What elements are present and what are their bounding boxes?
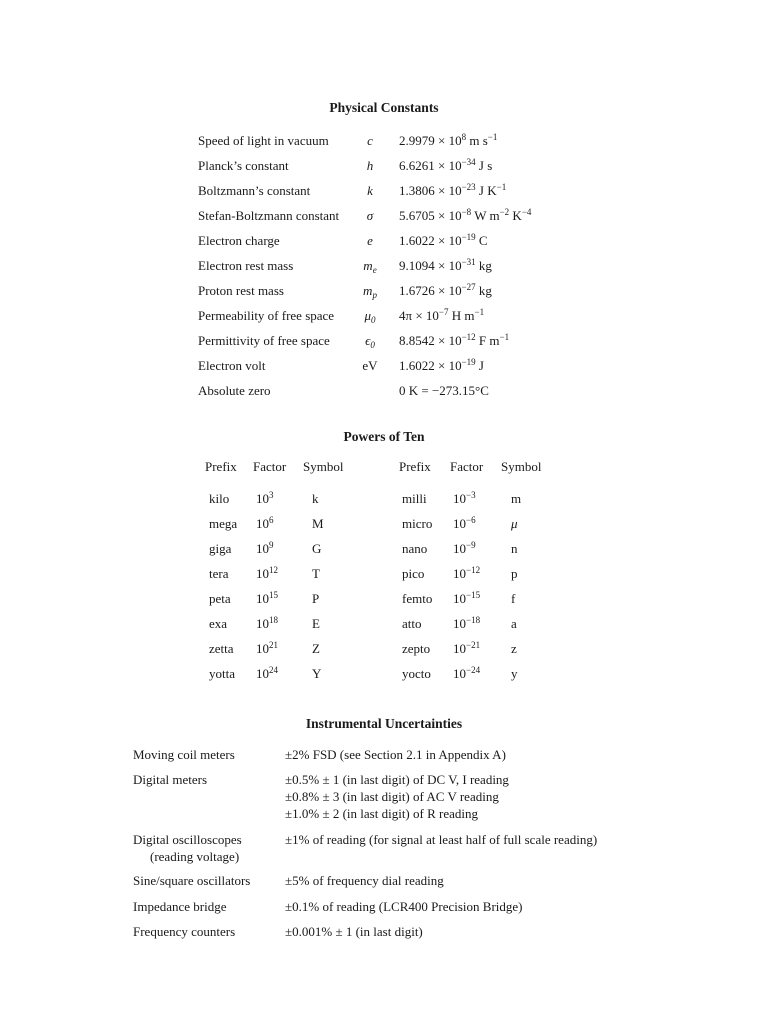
prefix-factor: $10^{-9}$ <box>453 540 476 556</box>
constant-symbol <box>360 182 380 200</box>
prefix-symbol: μ <box>511 516 518 531</box>
factor-exponent: −18 <box>466 615 481 625</box>
instrument-name-line: Moving coil meters <box>133 747 235 762</box>
constant-value: $1.6022 \times 10^{-19}$ C <box>399 232 488 248</box>
symbol-letter: e <box>367 233 373 248</box>
prefix-name: giga <box>209 541 232 556</box>
constant-symbol <box>360 257 380 275</box>
constant-row <box>0 232 768 250</box>
instrument-name-line: (reading voltage) <box>150 849 240 864</box>
factor-exponent: 21 <box>269 640 278 650</box>
symbol-letter: ϵ <box>365 333 371 348</box>
instrument-name <box>133 872 250 889</box>
prefix-name: micro <box>402 516 433 531</box>
value-exponent: −8 <box>461 207 472 217</box>
header-symbol-left: Symbol <box>303 459 344 474</box>
value-unit: H m <box>451 308 475 323</box>
prefix-name: tera <box>209 566 229 581</box>
value-mantissa: 1.6022 <box>399 233 435 248</box>
prefix-factor: $10^{12}$ <box>256 565 278 581</box>
symbol-letter: h <box>366 158 374 173</box>
constant-row <box>0 282 768 300</box>
constant-name: Absolute zero <box>198 383 271 398</box>
prefix-factor: $10^{-6}$ <box>453 515 476 531</box>
symbol-letter: k <box>367 183 373 198</box>
instrument-name-line: Frequency counters <box>133 924 236 939</box>
factor-exponent: −3 <box>466 490 476 500</box>
prefix-symbol: G <box>312 541 322 556</box>
powers-of-ten-row <box>0 590 768 608</box>
value-exponent: −12 <box>461 332 476 342</box>
constant-value: $8.8542 \times 10^{-12}$ F $m^{-1}$ <box>399 332 510 348</box>
prefix-factor: $10^{-24}$ <box>453 665 481 681</box>
constant-row <box>0 182 768 200</box>
constant-name: Permittivity of free space <box>198 333 330 348</box>
constant-symbol <box>360 332 380 350</box>
uncertainty-description <box>285 771 509 822</box>
constant-symbol <box>360 307 380 325</box>
header-symbol-right: Symbol <box>501 459 542 474</box>
uncertainty-description <box>285 831 597 848</box>
uncertainty-description <box>285 923 423 940</box>
uncertainty-line: ±0.5% ± 1 (in last digit) of DC V, I reading <box>285 772 509 787</box>
symbol-letter: eV <box>362 358 378 373</box>
powers-of-ten-row <box>0 665 768 683</box>
prefix-symbol: n <box>511 541 518 556</box>
prefix-symbol: M <box>312 516 324 531</box>
factor-exponent: 3 <box>269 490 274 500</box>
constant-row <box>0 257 768 275</box>
uncertainty-line: ±1% of reading (for signal at least half of full scale reading) <box>285 832 598 847</box>
value-unit: kg <box>478 258 492 273</box>
constant-value: $6.6261 \times 10^{-34}$ J s <box>399 157 493 173</box>
constant-value: $4\pi \times 10^{-7}$ H $m^{-1}$ <box>399 307 485 323</box>
factor-exponent: −24 <box>466 665 481 675</box>
constant-symbol <box>360 232 380 250</box>
unit-2-exponent: −4 <box>521 207 532 217</box>
constant-symbol <box>360 282 380 300</box>
value-exponent: 8 <box>461 132 467 142</box>
value-exponent: −7 <box>438 307 449 317</box>
factor-exponent: −9 <box>466 540 476 550</box>
prefix-name: femto <box>402 591 433 606</box>
constant-symbol <box>360 357 380 375</box>
value-unit: W m <box>474 208 500 223</box>
powers-of-ten-row <box>0 490 768 508</box>
prefix-factor: $10^{-3}$ <box>453 490 476 506</box>
prefix-factor: $10^{-12}$ <box>453 565 481 581</box>
prefix-symbol: Y <box>312 666 322 681</box>
prefix-factor: $10^{-15}$ <box>453 590 481 606</box>
value-mantissa: 5.6705 <box>399 208 435 223</box>
factor-exponent: 9 <box>269 540 274 550</box>
prefix-symbol: E <box>312 616 320 631</box>
powers-of-ten-row <box>0 540 768 558</box>
value-exponent: −19 <box>461 357 476 367</box>
uncertainty-line: ±0.001% ± 1 (in last digit) <box>285 924 423 939</box>
value-text: 0 K = −273.15°C <box>399 383 489 398</box>
prefix-name: zepto <box>402 641 431 656</box>
constant-row <box>0 307 768 325</box>
constant-value: $2.9979 \times 10^8$ m $s^{-1}$ <box>399 132 498 148</box>
prefix-name: zetta <box>209 641 234 656</box>
constant-name: Boltzmann’s constant <box>198 183 311 198</box>
instrument-name-line: Digital meters <box>133 772 208 787</box>
value-mantissa: 1.3806 <box>399 183 435 198</box>
powers-of-ten-title: Powers of Ten <box>343 429 425 444</box>
value-unit: kg <box>478 283 492 298</box>
prefix-symbol: f <box>511 591 516 606</box>
constant-name: Permeability of free space <box>198 308 335 323</box>
prefix-name: exa <box>209 616 228 631</box>
symbol-subscript: 0 <box>370 340 375 350</box>
instrument-name <box>133 771 207 788</box>
value-mantissa: 6.6261 <box>399 158 435 173</box>
uncertainty-line: ±1.0% ± 2 (in last digit) of R reading <box>285 806 478 821</box>
header-prefix-left: Prefix <box>205 459 237 474</box>
prefix-name: pico <box>402 566 425 581</box>
factor-exponent: 24 <box>269 665 278 675</box>
constant-value <box>399 382 489 400</box>
powers-of-ten-header-row <box>0 458 768 476</box>
prefix-symbol: z <box>511 641 517 656</box>
instrument-name <box>133 898 226 915</box>
value-mantissa: 4π <box>399 308 413 323</box>
value-mantissa: 1.6022 <box>399 358 435 373</box>
constant-value: $9.1094 \times 10^{-31}$ kg <box>399 257 492 273</box>
value-mantissa: 1.6726 <box>399 283 435 298</box>
instrumental-uncertainties-title: Instrumental Uncertainties <box>305 716 463 731</box>
constant-symbol <box>360 157 380 175</box>
constant-name: Planck’s constant <box>198 158 289 173</box>
uncertainty-line: ±0.1% of reading (LCR400 Precision Bridge) <box>285 899 523 914</box>
constant-symbol <box>360 207 380 225</box>
factor-exponent: −12 <box>466 565 481 575</box>
uncertainty-line: ±2% FSD (see Section 2.1 in Appendix A) <box>285 747 506 762</box>
prefix-factor: $10^{15}$ <box>256 590 278 606</box>
prefix-symbol: m <box>511 491 522 506</box>
prefix-factor: $10^{18}$ <box>256 615 278 631</box>
value-unit: J <box>478 358 484 373</box>
constant-name: Electron rest mass <box>198 258 294 273</box>
powers-of-ten-row <box>0 565 768 583</box>
prefix-name: milli <box>402 491 427 506</box>
prefix-symbol: a <box>511 616 517 631</box>
unit-exponent: −1 <box>496 182 507 192</box>
constant-value: $5.6705 \times 10^{-8}$ W $m^{-2}$ $K^{-4}$ <box>399 207 532 223</box>
symbol-letter: m <box>363 283 373 298</box>
prefix-factor: $10^3$ <box>256 490 274 506</box>
prefix-symbol: T <box>312 566 320 581</box>
value-unit: J s <box>478 158 493 173</box>
constant-value: $1.3806 \times 10^{-23}$ J $K^{-1}$ <box>399 182 507 198</box>
uncertainty-description <box>285 898 522 915</box>
constant-row <box>0 132 768 150</box>
prefix-symbol: p <box>511 566 518 581</box>
value-unit: J K <box>478 183 497 198</box>
factor-exponent: −6 <box>466 515 476 525</box>
prefix-name: atto <box>402 616 422 631</box>
value-exponent: −31 <box>461 257 476 267</box>
value-unit: m s <box>469 133 488 148</box>
value-exponent: −19 <box>461 232 476 242</box>
factor-exponent: 12 <box>269 565 278 575</box>
prefix-factor: $10^6$ <box>256 515 274 531</box>
prefix-factor: $10^9$ <box>256 540 274 556</box>
constant-name: Proton rest mass <box>198 283 284 298</box>
prefix-name: peta <box>209 591 231 606</box>
constant-symbol <box>360 132 380 150</box>
symbol-letter: c <box>367 133 373 148</box>
unit-exponent: −1 <box>499 332 510 342</box>
constant-value: $1.6726 \times 10^{-27}$ kg <box>399 282 492 298</box>
constant-row <box>0 382 768 400</box>
value-exponent: −34 <box>461 157 476 167</box>
symbol-letter: σ <box>366 208 374 223</box>
instrument-name-line: Digital oscilloscopes <box>133 832 242 847</box>
prefix-symbol: k <box>312 491 319 506</box>
uncertainty-line: ±5% of frequency dial reading <box>285 873 444 888</box>
symbol-subscript: e <box>372 265 377 275</box>
header-prefix-right: Prefix <box>399 459 431 474</box>
prefix-name: mega <box>209 516 238 531</box>
prefix-symbol: y <box>511 666 518 681</box>
prefix-symbol: Z <box>312 641 320 656</box>
prefix-name: nano <box>402 541 428 556</box>
factor-exponent: 15 <box>269 590 278 600</box>
constant-name: Stefan-Boltzmann constant <box>198 208 340 223</box>
physical-constants-title: Physical Constants <box>329 100 439 115</box>
constant-name: Electron volt <box>198 358 266 373</box>
symbol-letter: m <box>363 258 373 273</box>
uncertainty-description <box>285 872 444 889</box>
factor-exponent: 6 <box>269 515 274 525</box>
instrument-name <box>133 831 242 865</box>
instrument-name <box>133 923 235 940</box>
constant-value: $1.6022 \times 10^{-19}$ J <box>399 357 484 373</box>
value-mantissa: 9.1094 <box>399 258 435 273</box>
header-factor-left: Factor <box>253 459 287 474</box>
symbol-letter: μ <box>364 308 372 323</box>
prefix-name: yocto <box>402 666 431 681</box>
constant-row <box>0 332 768 350</box>
value-unit: C <box>478 233 488 248</box>
constant-name: Speed of light in vacuum <box>198 133 329 148</box>
powers-of-ten-row <box>0 515 768 533</box>
value-unit-2: K <box>509 208 522 223</box>
factor-exponent: 18 <box>269 615 278 625</box>
uncertainty-description <box>285 746 506 763</box>
uncertainty-line: ±0.8% ± 3 (in last digit) of AC V reading <box>285 789 499 804</box>
powers-of-ten-row <box>0 640 768 658</box>
prefix-factor: $10^{24}$ <box>256 665 278 681</box>
value-exponent: −27 <box>461 282 476 292</box>
value-mantissa: 8.8542 <box>399 333 435 348</box>
prefix-factor: $10^{21}$ <box>256 640 278 656</box>
header-factor-right: Factor <box>450 459 484 474</box>
prefix-factor: $10^{-21}$ <box>453 640 481 656</box>
constant-row <box>0 157 768 175</box>
value-exponent: −23 <box>461 182 476 192</box>
prefix-symbol: P <box>312 591 320 606</box>
unit-exponent: −2 <box>499 207 510 217</box>
constant-row <box>0 207 768 225</box>
symbol-subscript: 0 <box>371 315 376 325</box>
prefix-name: yotta <box>209 666 235 681</box>
powers-of-ten-row <box>0 615 768 633</box>
instrument-name-line: Impedance bridge <box>133 899 227 914</box>
instrument-name <box>133 746 235 763</box>
unit-exponent: −1 <box>474 307 485 317</box>
factor-exponent: −21 <box>466 640 481 650</box>
value-unit: F m <box>478 333 500 348</box>
factor-exponent: −15 <box>466 590 481 600</box>
unit-exponent: −1 <box>487 132 498 142</box>
prefix-name: kilo <box>209 491 230 506</box>
instrument-name-line: Sine/square oscillators <box>133 873 251 888</box>
constant-row <box>0 357 768 375</box>
symbol-subscript: p <box>372 290 377 300</box>
constant-name: Electron charge <box>198 233 280 248</box>
prefix-factor: $10^{-18}$ <box>453 615 481 631</box>
value-mantissa: 2.9979 <box>399 133 435 148</box>
